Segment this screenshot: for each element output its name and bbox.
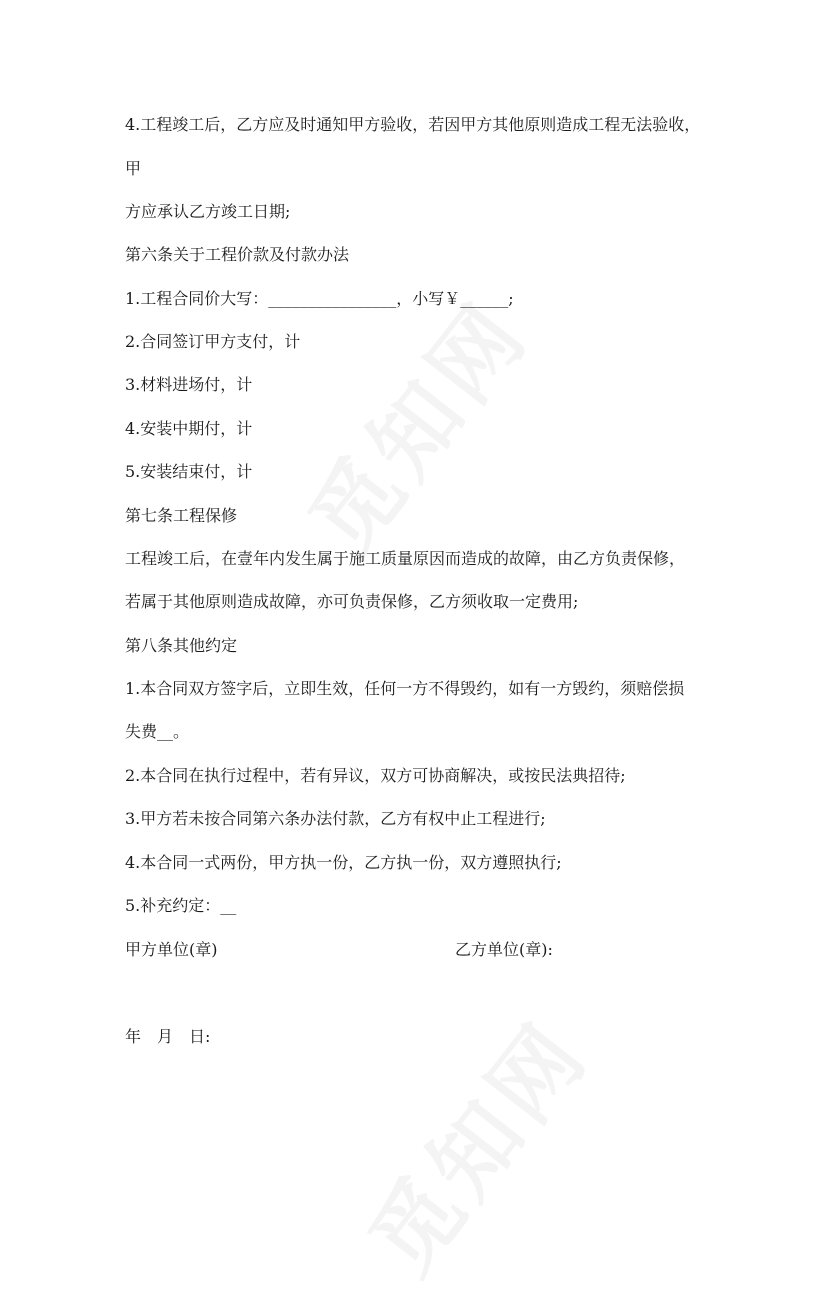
section-heading: 第六条关于工程价款及付款办法 xyxy=(125,245,350,264)
clause-line: 4.本合同一式两份，甲方执一份，乙方执一份，双方遵照执行; xyxy=(125,853,562,872)
clause-line: 5.补充约定：__ xyxy=(125,896,237,915)
clause-line: 3.甲方若未按合同第六条办法付款，乙方有权中止工程进行; xyxy=(125,809,546,828)
date-label: 年 月 日: xyxy=(125,1027,211,1046)
clause-line: 3.材料进场付，计 xyxy=(125,375,253,394)
clause-line: 1.本合同双方签字后，立即生效，任何一方不得毁约，如有一方毁约，须赔偿损 xyxy=(125,679,685,698)
clause-line: 1.工程合同价大写：________________，小写￥______; xyxy=(125,289,514,308)
clause-line: 2.本合同在执行过程中，若有异议，双方可协商解决，或按民法典招待; xyxy=(125,766,626,785)
watermark-bottom xyxy=(336,991,613,1295)
clause-line: 甲 xyxy=(125,159,142,178)
clause-line: 4.工程竣工后，乙方应及时通知甲方验收，若因甲方其他原则造成工程无法验收， xyxy=(125,115,701,134)
section-heading: 第八条其他约定 xyxy=(125,636,238,655)
clause-line: 4.安装中期付，计 xyxy=(125,419,253,438)
section-heading: 第七条工程保修 xyxy=(125,506,238,525)
party-a-signature-label: 甲方单位(章) xyxy=(125,940,218,959)
clause-line: 方应承认乙方竣工日期; xyxy=(125,202,291,221)
party-b-signature-label: 乙方单位(章): xyxy=(455,940,553,959)
watermark-top xyxy=(276,271,553,576)
clause-line: 2.合同签订甲方支付，计 xyxy=(125,332,301,351)
clause-line: 工程竣工后，在壹年内发生属于施工质量原因而造成的故障，由乙方负责保修， xyxy=(125,549,686,568)
clause-line: 若属于其他原则造成故障，亦可负责保修，乙方须收取一定费用; xyxy=(125,592,579,611)
clause-line: 5.安装结束付，计 xyxy=(125,462,253,481)
clause-line: 失费__。 xyxy=(125,722,190,741)
